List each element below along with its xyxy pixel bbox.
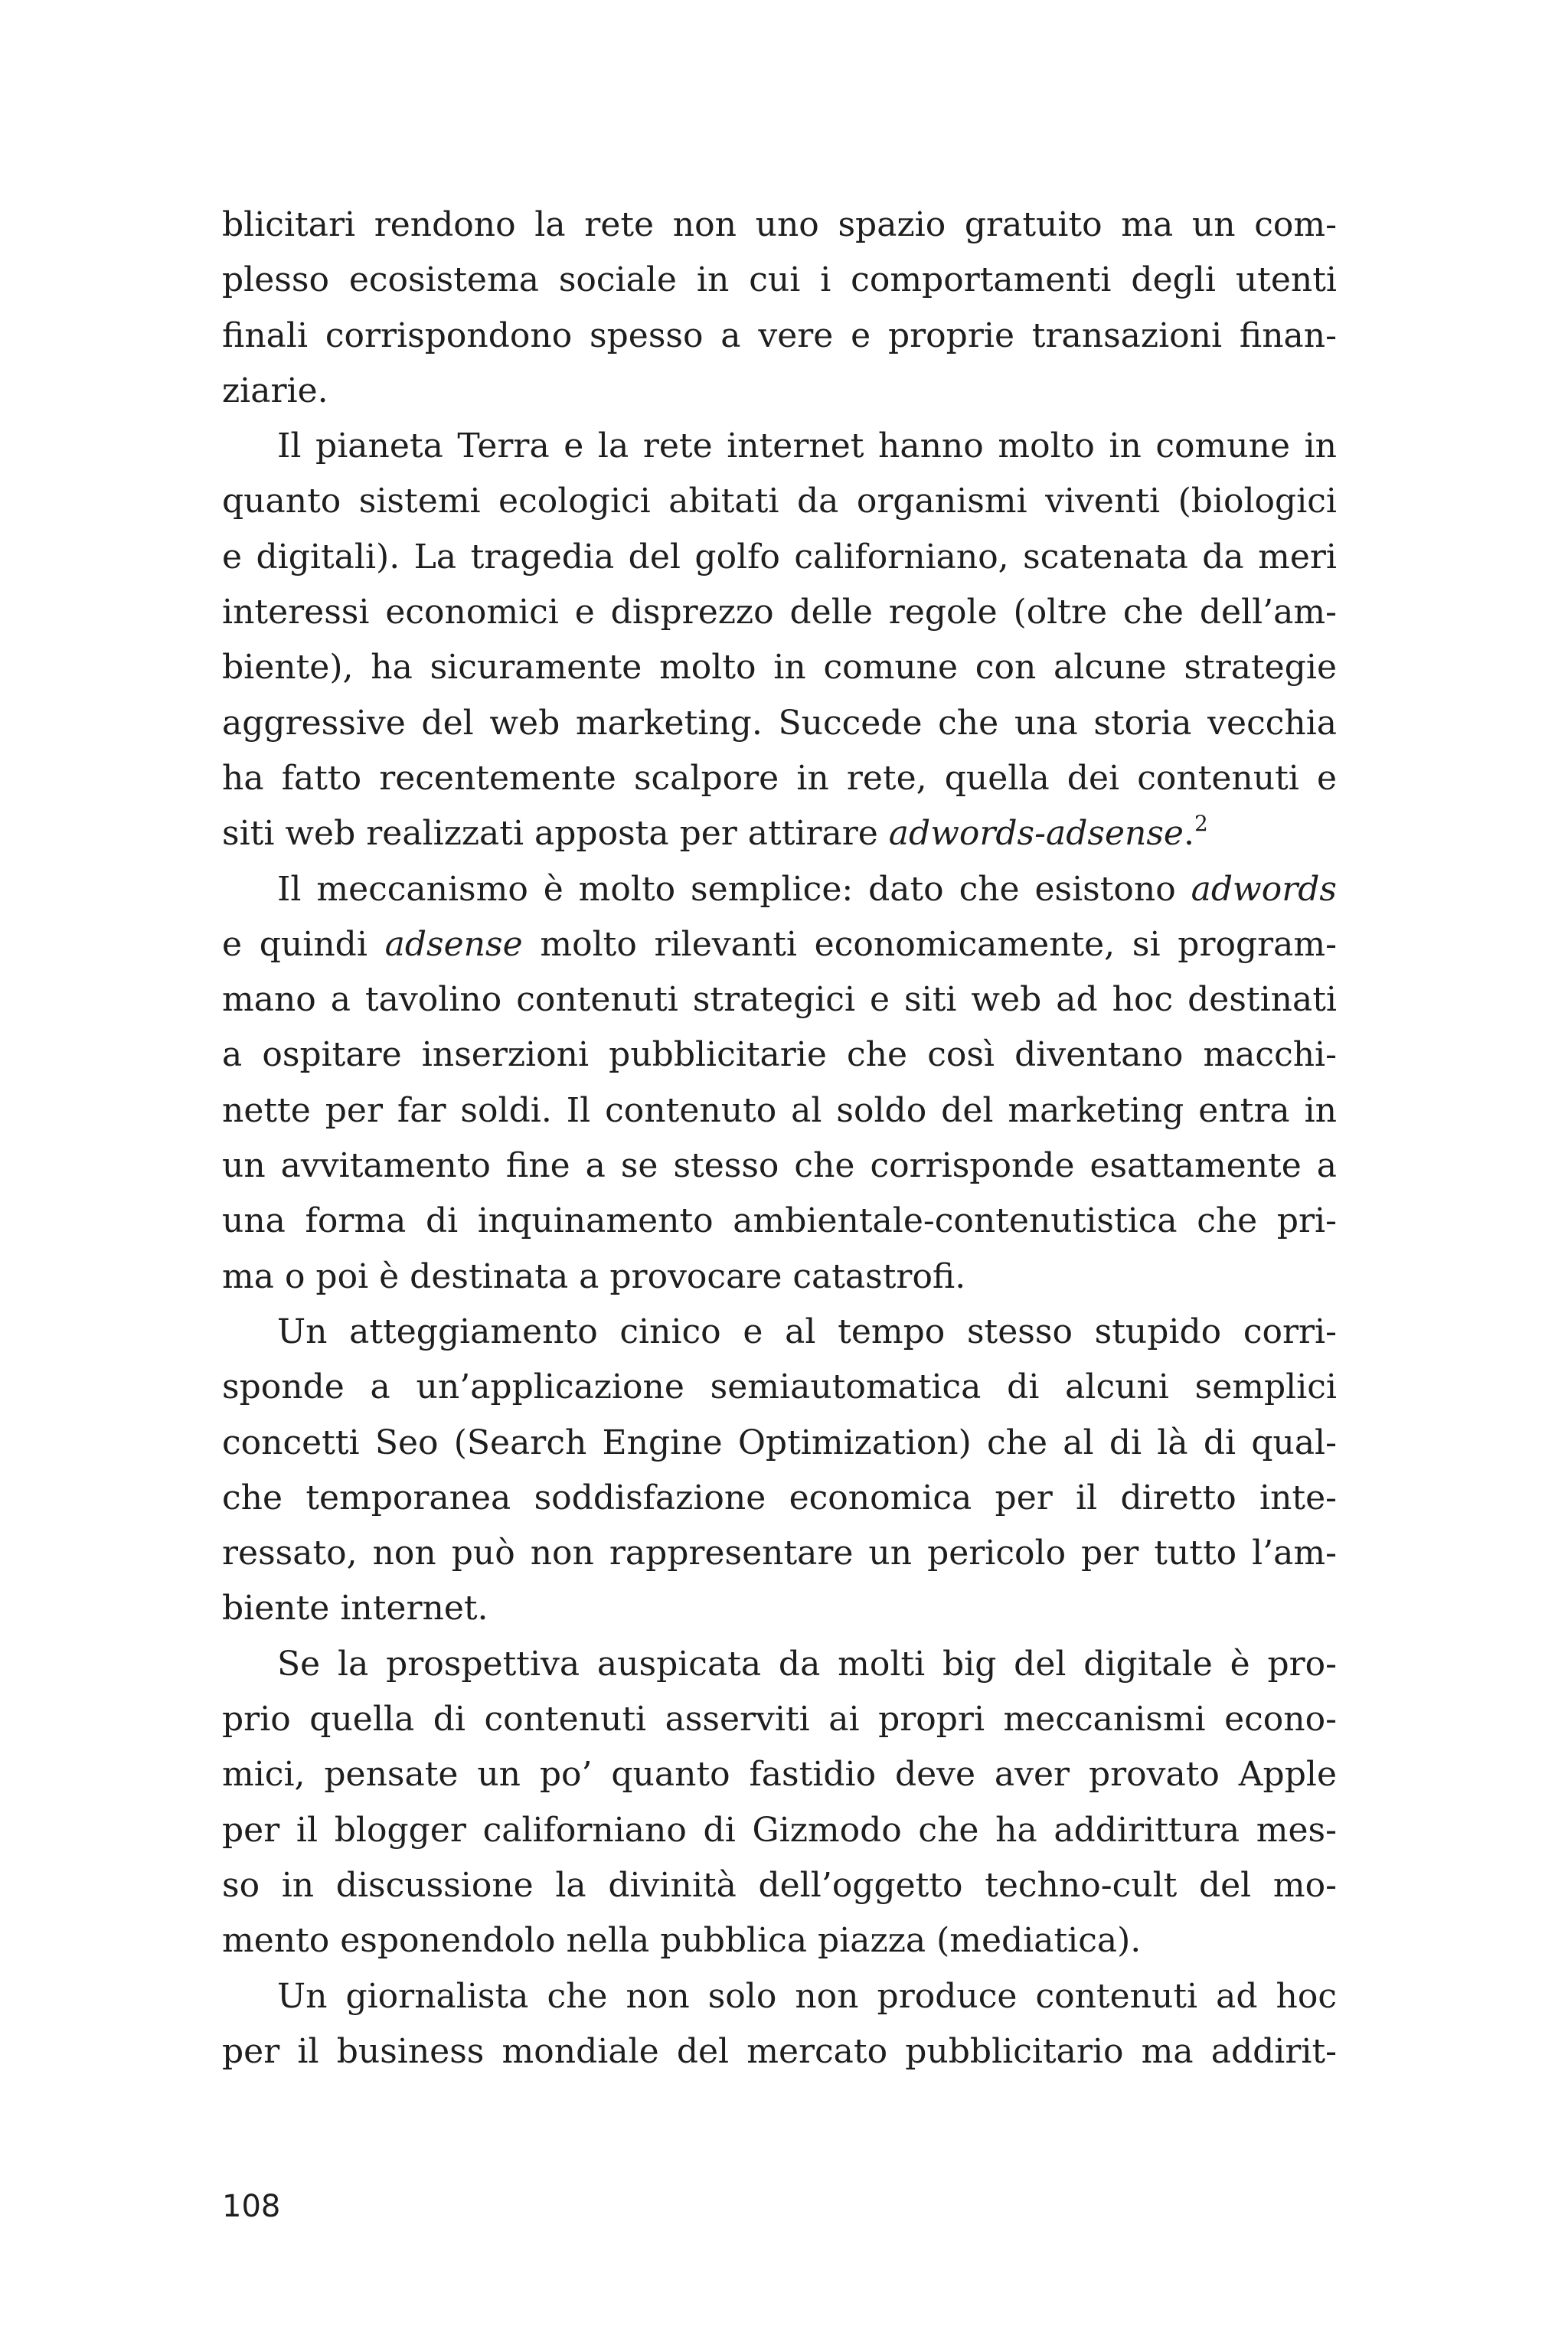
text-segment: un avvitamento fine a se stesso che corrisponde esattamente a xyxy=(222,1146,1337,1186)
text-segment: biente), ha sicuramente molto in comune con alcune strategie xyxy=(222,648,1337,688)
body-text xyxy=(222,198,1337,2079)
text-segment: so in discussione la divinità dell’oggetto techno-cult del mo- xyxy=(222,1865,1337,1905)
text-line xyxy=(222,419,1337,474)
text-segment: e quindi xyxy=(222,924,385,964)
page-number: 108 xyxy=(222,2189,281,2224)
text-segment: quanto sistemi ecologici abitati da organismi viventi (biologici xyxy=(222,482,1337,521)
text-line xyxy=(222,1305,1337,1360)
text-line xyxy=(222,1858,1337,1913)
text-segment: ziarie. xyxy=(222,371,328,410)
text-segment: finali corrispondono spesso a vere e proprie transazioni finan- xyxy=(222,315,1337,355)
text-line xyxy=(222,530,1337,585)
text-segment: per il blogger californiano di Gizmodo che ha addirittura mes- xyxy=(222,1810,1337,1850)
text-segment: blicitari rendono la rete non uno spazio gratuito ma un com- xyxy=(222,205,1337,244)
text-line xyxy=(222,1692,1337,1747)
text-segment: sponde a un’applicazione semiautomatica di alcuni semplici xyxy=(222,1367,1337,1407)
text-segment: siti web realizzati apposta per attirare xyxy=(222,814,889,854)
text-segment: prio quella di contenuti asserviti ai propri meccanismi econo- xyxy=(222,1700,1337,1740)
text-segment: concetti Seo (Search Engine Optimization) che al di là di qual- xyxy=(222,1423,1337,1462)
text-line xyxy=(222,198,1337,253)
text-segment: mici, pensate un po’ quanto fastidio deve aver provato Apple xyxy=(222,1755,1337,1795)
text-segment: nette per far soldi. Il contenuto al soldo del marketing entra in xyxy=(222,1090,1337,1130)
italic-term: adwords xyxy=(1191,869,1337,909)
text-line xyxy=(222,364,1337,419)
text-segment: per il business mondiale del mercato pubblicitario ma addirit- xyxy=(222,2031,1337,2071)
text-line xyxy=(222,1471,1337,1526)
italic-term: adwords-adsense xyxy=(888,814,1184,854)
text-line xyxy=(222,640,1337,695)
text-segment: che temporanea soddisfazione economica per il diretto inte- xyxy=(222,1478,1337,1517)
text-line xyxy=(222,862,1337,917)
text-segment: mento esponendolo nella pubblica piazza (mediatica). xyxy=(222,1921,1142,1961)
text-segment: Il meccanismo è molto semplice: dato che esistono xyxy=(277,869,1191,909)
text-line xyxy=(222,1969,1337,2024)
text-line xyxy=(222,1526,1337,1581)
text-segment: ha fatto recentemente scalpore in rete, quella dei contenuti e xyxy=(222,758,1337,798)
text-line xyxy=(222,696,1337,751)
text-segment: una forma di inquinamento ambientale-contenutistica che pri- xyxy=(222,1201,1337,1241)
text-line xyxy=(222,2024,1337,2079)
text-segment: ressato, non può non rappresentare un pericolo per tutto l’am- xyxy=(222,1534,1337,1573)
text-line xyxy=(222,806,1337,861)
text-line xyxy=(222,1803,1337,1858)
text-line xyxy=(222,1138,1337,1194)
text-line xyxy=(222,917,1337,972)
text-segment: biente internet. xyxy=(222,1589,488,1628)
text-line xyxy=(222,1027,1337,1083)
text-line xyxy=(222,1083,1337,1138)
text-segment: Un atteggiamento cinico e al tempo stesso stupido corri- xyxy=(277,1312,1337,1351)
text-segment: aggressive del web marketing. Succede che una storia vecchia xyxy=(222,703,1337,743)
text-segment: Il pianeta Terra e la rete internet hanno molto in comune in xyxy=(277,426,1337,466)
text-line xyxy=(222,1637,1337,1692)
text-segment: e digitali). La tragedia del golfo californiano, scatenata da meri xyxy=(222,537,1337,577)
text-segment: a ospitare inserzioni pubblicitarie che così diventano macchi- xyxy=(222,1035,1337,1075)
text-segment: interessi economici e disprezzo delle regole (oltre che dell’am- xyxy=(222,593,1337,632)
text-line xyxy=(222,1360,1337,1415)
text-segment: ma o poi è destinata a provocare catastrofi. xyxy=(222,1256,966,1296)
text-line xyxy=(222,1913,1337,1968)
text-line xyxy=(222,253,1337,308)
footnote-ref: 2 xyxy=(1194,811,1208,837)
text-line xyxy=(222,1747,1337,1802)
text-segment: mano a tavolino contenuti strategici e siti web ad hoc destinati xyxy=(222,980,1337,1020)
text-segment: molto rilevanti economicamente, si program- xyxy=(522,924,1337,964)
text-segment: Un giornalista che non solo non produce contenuti ad hoc xyxy=(277,1976,1337,2016)
text-line xyxy=(222,585,1337,640)
text-line xyxy=(222,1250,1337,1305)
text-line xyxy=(222,1416,1337,1471)
text-line xyxy=(222,474,1337,529)
text-line xyxy=(222,309,1337,364)
text-line xyxy=(222,1581,1337,1636)
text-line xyxy=(222,1194,1337,1249)
text-segment: plesso ecosistema sociale in cui i comportamenti degli utenti xyxy=(222,260,1337,300)
text-segment: Se la prospettiva auspicata da molti big del digitale è pro- xyxy=(277,1644,1337,1684)
text-line xyxy=(222,751,1337,806)
text-segment: . xyxy=(1183,814,1194,854)
text-line xyxy=(222,972,1337,1027)
italic-term: adsense xyxy=(384,924,523,964)
